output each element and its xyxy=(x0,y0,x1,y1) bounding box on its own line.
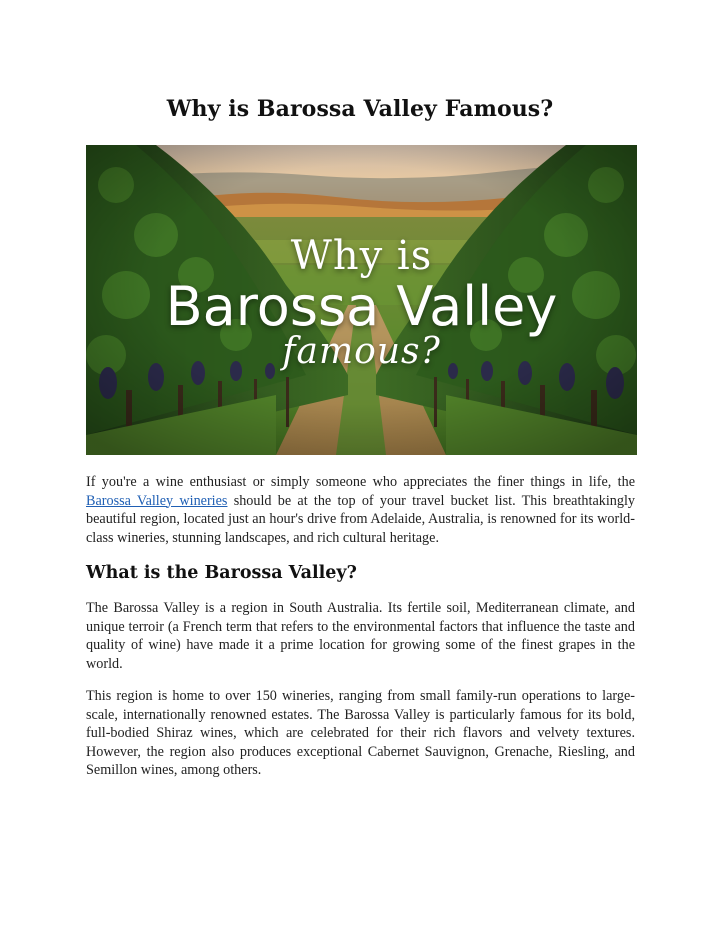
hero-overlay-text xyxy=(86,145,637,455)
page-title: Why is Barossa Valley Famous? xyxy=(166,96,554,122)
intro-text-end: should be at the top of your travel bucket list. This breathtakingly beautiful region, located just an hour's drive from Adelaide, Australia, is renowned for its world-class wineries, stunning landscapes, and rich cultural heritage. xyxy=(86,492,636,546)
section-heading: What is the Barossa Valley? xyxy=(86,563,357,583)
hero-line-why-is: Why is xyxy=(290,233,433,279)
hero-image xyxy=(86,145,637,455)
barossa-wineries-link[interactable]: Barossa Valley wineries xyxy=(86,492,228,509)
hero-line-barossa-valley: Barossa Valley xyxy=(165,275,558,338)
intro-text-start: If you're a wine enthusiast or simply someone who appreciates the finer things in life, the xyxy=(86,474,635,490)
section-paragraph-2: This region is home to over 150 wineries, ranging from small family-run operations to large-scale, internationally renowned estates. The Barossa Valley is particularly famous for its bold, full-bodied Shiraz wines, which are celebrated for their rich flavors and velvety textures. However, the region also produces exceptional Cabernet Sauvignon, Grenache, Riesling, and Semillon wines, among others. xyxy=(86,688,635,779)
section-paragraph-1: The Barossa Valley is a region in South Australia. Its fertile soil, Mediterranean climate, and unique terroir (a French term that refers to the environmental factors that influence the taste and quality of wine) have made it a prime location for growing some of the finest grapes in the world. xyxy=(86,600,635,672)
intro-paragraph xyxy=(86,473,635,547)
hero-line-famous: famous? xyxy=(282,331,441,372)
